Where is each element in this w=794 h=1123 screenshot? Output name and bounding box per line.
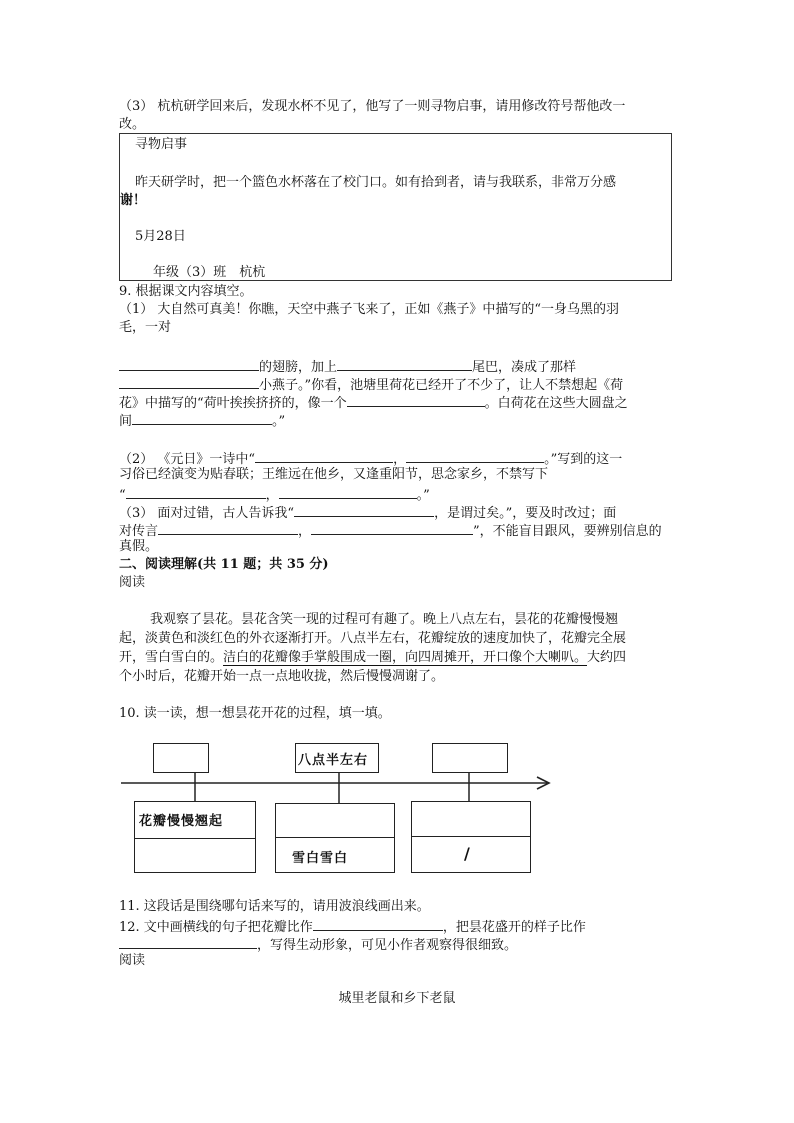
q9-1-text: （1） 大自然可真美！你瞧，天空中燕子飞来了，正如《燕子》中描写的“一身乌黑的羽 — [119, 302, 620, 317]
label-bottom-left: 花瓣慢慢翘起 — [139, 814, 224, 829]
passage-line-4: 个小时后，花瓣开始一点一点地收拢，然后慢慢凋谢了。 — [119, 669, 445, 684]
q9-2-seg: “ — [119, 488, 126, 503]
box-bottom-left — [134, 801, 256, 873]
answer-blank[interactable] — [294, 502, 434, 517]
notice-body: 昨天研学时，把一个篮色水杯落在了校门口。如有拾到者，请与我联系，非常万分感 — [135, 175, 617, 190]
q12-seg: 12. 文中画横线的句子把花瓣比作 — [119, 920, 313, 935]
q9-3-line3: 真假。 — [119, 539, 159, 554]
q9-1-seg: 花》中描写的“荷叶挨挨挤挤的，像一个 — [119, 396, 347, 411]
q9-2-seg: ， — [393, 452, 407, 467]
passage-line-2: 起，淡黄色和淡红色的外衣逐渐打开。八点半左右，花瓣绽放的速度加快了，花瓣完全展 — [119, 631, 627, 646]
q12-seg: ，写得生动形象，可见小作者观察得很细致。 — [257, 938, 518, 953]
q9-3-seg: ，是谓过矣。”，要及时改过；面 — [434, 506, 617, 521]
passage-seg: 大约四 — [587, 650, 627, 665]
answer-blank[interactable] — [311, 520, 473, 535]
q9-2-line2: 习俗已经演变为贴春联；王维远在他乡，又逢重阳节，思念家乡，不禁写下 — [119, 467, 549, 482]
read-label-2: 阅读 — [119, 953, 146, 968]
q9-3-seg: （3） 面对过错，古人告诉我“ — [119, 506, 295, 521]
box-divider — [135, 838, 255, 839]
lost-item-notice — [119, 133, 672, 281]
q9-1-seg: 尾巴，凑成了那样 — [472, 360, 577, 375]
q9-1-seg: 。” — [272, 414, 286, 429]
story-title: 城里老鼠和乡下老鼠 — [338, 991, 456, 1006]
q9-2-seg: 。” — [416, 488, 430, 503]
answer-blank[interactable] — [313, 916, 443, 931]
section-2-heading: 二、阅读理解(共 11 题；共 35 分) — [119, 557, 329, 572]
answer-blank[interactable] — [158, 520, 298, 535]
notice-signature: 年级（3）班 杭杭 — [153, 265, 266, 280]
q9-1-seg: 的翅膀，加上 — [259, 360, 338, 375]
answer-blank[interactable] — [126, 484, 266, 499]
answer-blank[interactable] — [119, 374, 259, 389]
underlined-sentence: 洁白的花瓣像手掌般围成一圈，向四周摊开，开口像个大喇叭。 — [223, 650, 588, 665]
answer-blank[interactable] — [119, 356, 259, 371]
answer-blank[interactable] — [255, 448, 393, 463]
box-bottom-right — [411, 801, 531, 873]
notice-title: 寻物启事 — [135, 137, 188, 152]
q9-2-seg: ， — [265, 488, 279, 503]
answer-box-top-left[interactable] — [153, 743, 209, 773]
q9-3-seg: ， — [298, 524, 312, 539]
box-divider — [276, 837, 394, 838]
label-bottom-right: / — [464, 844, 471, 863]
notice-body-cont: 谢！ — [120, 193, 147, 208]
q9-1-line6 — [119, 410, 285, 431]
label-top-mid: 八点半左右 — [298, 753, 369, 768]
q9-1-seg: 间 — [119, 414, 133, 429]
q9-1-text-cont: 毛，一对 — [119, 320, 172, 335]
answer-blank[interactable] — [337, 356, 472, 371]
box-divider — [412, 836, 530, 837]
q10-text: 10. 读一读，想一想昙花开花的过程，填一填。 — [119, 706, 391, 721]
box-bottom-mid — [275, 803, 395, 873]
q12-seg: ，把昙花盛开的样子比作 — [442, 920, 586, 935]
passage-line-3 — [119, 649, 626, 667]
answer-blank[interactable] — [132, 410, 272, 425]
passage-seg: 开，雪白雪白的。 — [119, 650, 224, 665]
answer-blank[interactable] — [119, 934, 257, 949]
q12-line2 — [119, 934, 517, 955]
passage-line-1: 我观察了昙花。昙花含笑一现的过程可有趣了。晚上八点左右，昙花的花瓣慢慢翘 — [150, 612, 619, 627]
q9-heading: 9. 根据课文内容填空。 — [119, 284, 253, 299]
box-top-mid — [295, 743, 379, 773]
label-bottom-mid: 雪白雪白 — [292, 851, 349, 866]
q8-3-text-cont: 改。 — [119, 117, 146, 132]
answer-blank[interactable] — [406, 448, 544, 463]
q8-3-text: （3） 杭杭研学回来后，发现水杯不见了，他写了一则寻物启事，请用修改符号帮他改一 — [119, 99, 626, 114]
q9-3-seg: 对传言 — [119, 524, 159, 539]
answer-blank[interactable] — [279, 484, 417, 499]
q9-1-seg: 。白荷花在这些大圆盘之 — [484, 396, 628, 411]
q9-2-seg: 。”写到的这一 — [544, 452, 623, 467]
q9-1-seg: 小燕子。”你看，池塘里荷花已经开了不少了，让人不禁想起《荷 — [259, 378, 624, 393]
q9-3-seg: ”，不能盲目跟风，要辨别信息的 — [473, 524, 662, 539]
q11-text: 11. 这段话是围绕哪句话来写的，请用波浪线画出来。 — [119, 899, 430, 914]
answer-box-top-right[interactable] — [432, 743, 508, 773]
answer-blank[interactable] — [347, 392, 485, 407]
q9-3-line2 — [119, 520, 662, 541]
q9-2-seg: （2） 《元日》一诗中“ — [119, 452, 256, 467]
notice-date: 5月28日 — [135, 229, 186, 244]
read-label-1: 阅读 — [119, 575, 146, 590]
